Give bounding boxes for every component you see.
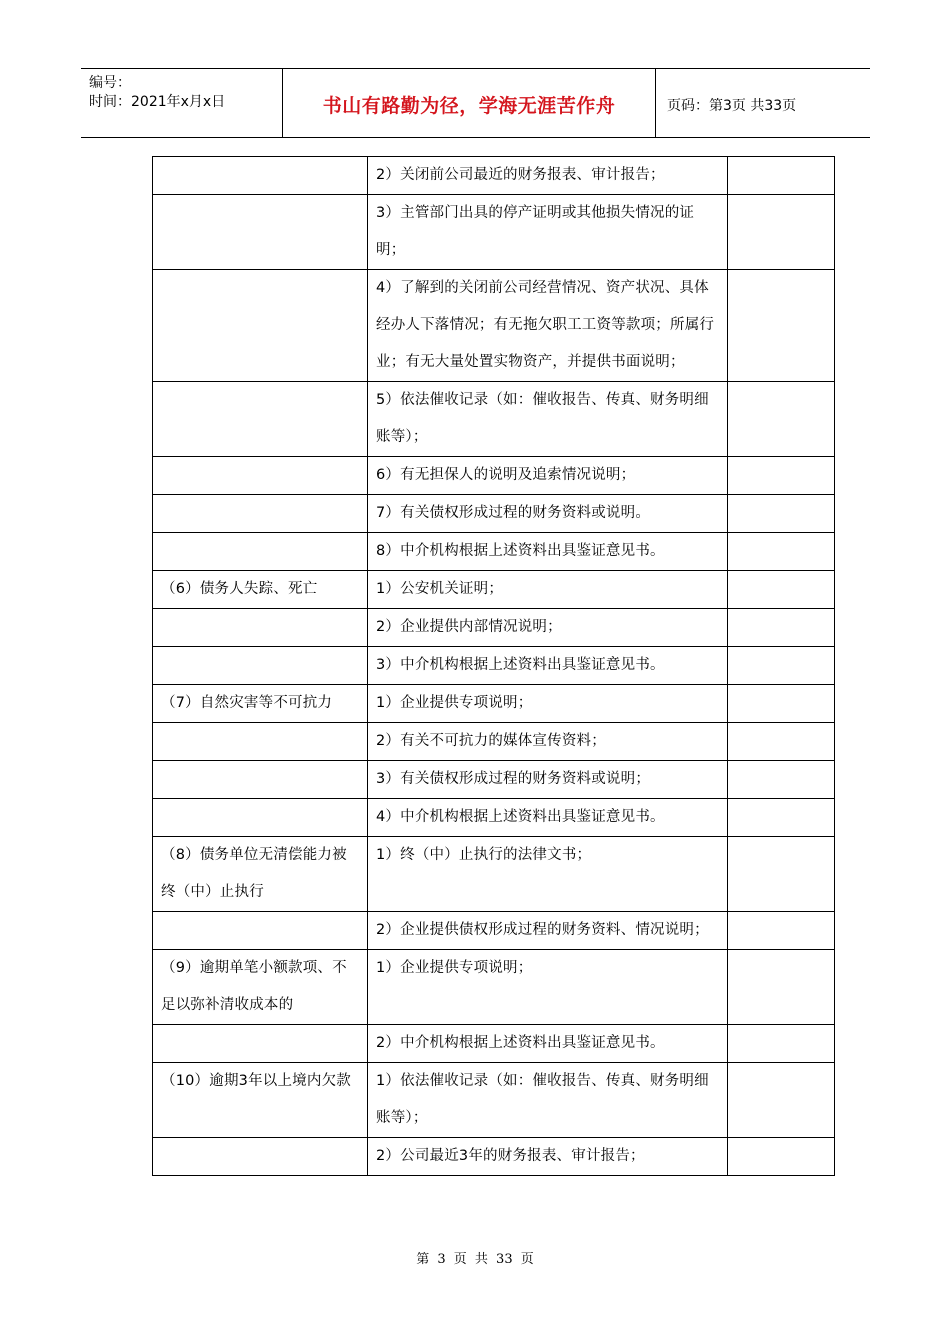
item-cell bbox=[153, 647, 368, 685]
document-code-label: 编号： bbox=[89, 75, 131, 91]
item-cell bbox=[153, 195, 368, 270]
note-cell bbox=[728, 837, 835, 912]
material-cell: 1）企业提供专项说明； bbox=[368, 685, 728, 723]
table-row bbox=[153, 950, 835, 1025]
table-row bbox=[153, 685, 835, 723]
note-cell bbox=[728, 571, 835, 609]
note-cell bbox=[728, 195, 835, 270]
item-cell bbox=[153, 1138, 368, 1176]
table-row bbox=[153, 647, 835, 685]
note-cell bbox=[728, 157, 835, 195]
header-motto: 书山有路勤为径，学海无涯苦作舟 bbox=[322, 95, 616, 117]
item-cell bbox=[153, 457, 368, 495]
table-row bbox=[153, 761, 835, 799]
requirements-table bbox=[152, 156, 835, 1176]
material-cell: 2）公司最近3年的财务报表、审计报告； bbox=[368, 1138, 728, 1176]
table-row bbox=[153, 382, 835, 457]
note-cell bbox=[728, 270, 835, 382]
material-cell: 1）公安机关证明； bbox=[368, 571, 728, 609]
table-row bbox=[153, 533, 835, 571]
note-cell bbox=[728, 382, 835, 457]
table-row bbox=[153, 457, 835, 495]
item-cell bbox=[153, 495, 368, 533]
table-row bbox=[153, 571, 835, 609]
table-row bbox=[153, 270, 835, 382]
table-row bbox=[153, 1063, 835, 1138]
item-cell bbox=[153, 1025, 368, 1063]
material-cell: 1）终（中）止执行的法律文书； bbox=[368, 837, 728, 912]
material-cell: 1）企业提供专项说明； bbox=[368, 950, 728, 1025]
table-row bbox=[153, 1025, 835, 1063]
table-row bbox=[153, 799, 835, 837]
document-time-label: 时间：2021年x月x日 bbox=[89, 94, 226, 110]
item-cell bbox=[153, 799, 368, 837]
note-cell bbox=[728, 912, 835, 950]
material-cell: 6）有无担保人的说明及追索情况说明； bbox=[368, 457, 728, 495]
note-cell bbox=[728, 723, 835, 761]
material-cell: 2）企业提供债权形成过程的财务资料、情况说明； bbox=[368, 912, 728, 950]
header-page-info: 页码：第3页 共33页 bbox=[667, 98, 797, 114]
material-cell: 3）主管部门出具的停产证明或其他损失情况的证明； bbox=[368, 195, 728, 270]
material-cell: 4）中介机构根据上述资料出具鉴证意见书。 bbox=[368, 799, 728, 837]
item-cell bbox=[153, 382, 368, 457]
table-row bbox=[153, 837, 835, 912]
table-row bbox=[153, 723, 835, 761]
header-page-cell bbox=[655, 69, 870, 137]
material-cell: 2）有关不可抗力的媒体宣传资料； bbox=[368, 723, 728, 761]
note-cell bbox=[728, 1138, 835, 1176]
item-cell bbox=[153, 270, 368, 382]
note-cell bbox=[728, 609, 835, 647]
table-row bbox=[153, 195, 835, 270]
table-row bbox=[153, 495, 835, 533]
item-cell bbox=[153, 533, 368, 571]
material-cell: 5）依法催收记录（如：催收报告、传真、财务明细账等）； bbox=[368, 382, 728, 457]
table-row bbox=[153, 912, 835, 950]
item-cell: （9）逾期单笔小额款项、不足以弥补清收成本的 bbox=[153, 950, 368, 1025]
note-cell bbox=[728, 533, 835, 571]
note-cell bbox=[728, 685, 835, 723]
note-cell bbox=[728, 647, 835, 685]
note-cell bbox=[728, 1025, 835, 1063]
item-cell: （10）逾期3年以上境内欠款 bbox=[153, 1063, 368, 1138]
material-cell: 3）中介机构根据上述资料出具鉴证意见书。 bbox=[368, 647, 728, 685]
material-cell: 3）有关债权形成过程的财务资料或说明； bbox=[368, 761, 728, 799]
item-cell bbox=[153, 912, 368, 950]
note-cell bbox=[728, 1063, 835, 1138]
item-cell bbox=[153, 761, 368, 799]
page-footer: 第 3 页 共 33 页 bbox=[416, 1252, 534, 1267]
material-cell: 4）了解到的关闭前公司经营情况、资产状况、具体经办人下落情况；有无拖欠职工工资等款项；所属行业；有无大量处置实物资产，并提供书面说明； bbox=[368, 270, 728, 382]
table-row bbox=[153, 609, 835, 647]
document-header bbox=[81, 68, 870, 138]
header-meta bbox=[81, 69, 282, 137]
item-cell: （7）自然灾害等不可抗力 bbox=[153, 685, 368, 723]
material-cell: 2）关闭前公司最近的财务报表、审计报告； bbox=[368, 157, 728, 195]
item-cell bbox=[153, 723, 368, 761]
material-cell: 2）中介机构根据上述资料出具鉴证意见书。 bbox=[368, 1025, 728, 1063]
material-cell: 7）有关债权形成过程的财务资料或说明。 bbox=[368, 495, 728, 533]
table-row bbox=[153, 1138, 835, 1176]
note-cell bbox=[728, 799, 835, 837]
note-cell bbox=[728, 761, 835, 799]
note-cell bbox=[728, 495, 835, 533]
material-cell: 8）中介机构根据上述资料出具鉴证意见书。 bbox=[368, 533, 728, 571]
note-cell bbox=[728, 950, 835, 1025]
table-row bbox=[153, 157, 835, 195]
requirements-table-body bbox=[153, 157, 835, 1176]
item-cell: （8）债务单位无清偿能力被终（中）止执行 bbox=[153, 837, 368, 912]
item-cell bbox=[153, 157, 368, 195]
item-cell bbox=[153, 609, 368, 647]
material-cell: 2）企业提供内部情况说明； bbox=[368, 609, 728, 647]
header-motto-cell bbox=[282, 69, 656, 137]
material-cell: 1）依法催收记录（如：催收报告、传真、财务明细账等）； bbox=[368, 1063, 728, 1138]
item-cell: （6）债务人失踪、死亡 bbox=[153, 571, 368, 609]
note-cell bbox=[728, 457, 835, 495]
